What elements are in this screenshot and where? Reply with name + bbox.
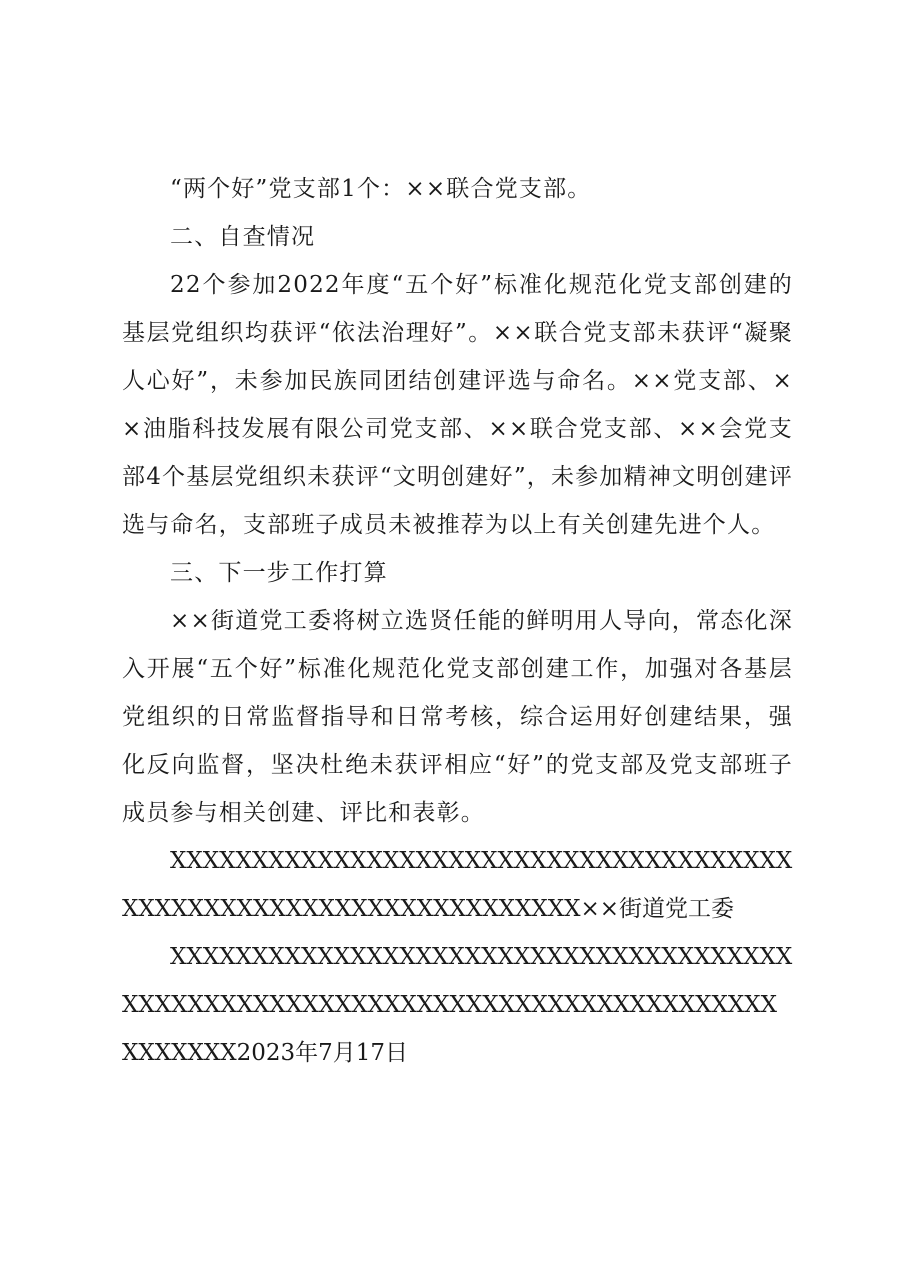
section-3-paragraph: ××街道党工委将树立选贤任能的鲜明用人导向，常态化深入开展“五个好”标准化规范化党支部创建工作，加强对各基层党组织的日常监督指导和日常考核，综合运用好创建结果，强化反向监督，坚决杜绝未获评相应“好”的党支部及党支部班子成员参与相关创建、评比和表彰。 [122, 608, 793, 826]
section-2-heading: 二、自查情况 [170, 224, 316, 250]
document-body [122, 165, 793, 1077]
signature-line: XXXXXXXXXXXXXXXXXXXXXXXXXXXXXXXXXXXXXXXXXXXXXXXXXXXXXXXXXXXXXXXXXX××街道党工委 [122, 848, 793, 922]
two-good-branch-line: “两个好”党支部1个：××联合党支部。 [170, 176, 592, 202]
section-2-paragraph: 22个参加2022年度“五个好”标准化规范化党支部创建的基层党组织均获评“依法治理好”。××联合党支部未获评“凝聚人心好”，未参加民族同团结创建评选与命名。××党支部、××油脂科技发展有限公司党支部、××联合党支部、××会党支部4个基层党组织未获评“文明创建好”，未参加精神文明创建评选与命名，支部班子成员未被推荐为以上有关创建先进个人。 [122, 272, 793, 538]
date-line: XXXXXXXXXXXXXXXXXXXXXXXXXXXXXXXXXXXXXXXXXXXXXXXXXXXXXXXXXXXXXXXXXXXXXXXXXXXXXXXXXXXXX2023年7月17日 [122, 944, 793, 1066]
section-3-heading: 三、下一步工作打算 [170, 560, 388, 586]
